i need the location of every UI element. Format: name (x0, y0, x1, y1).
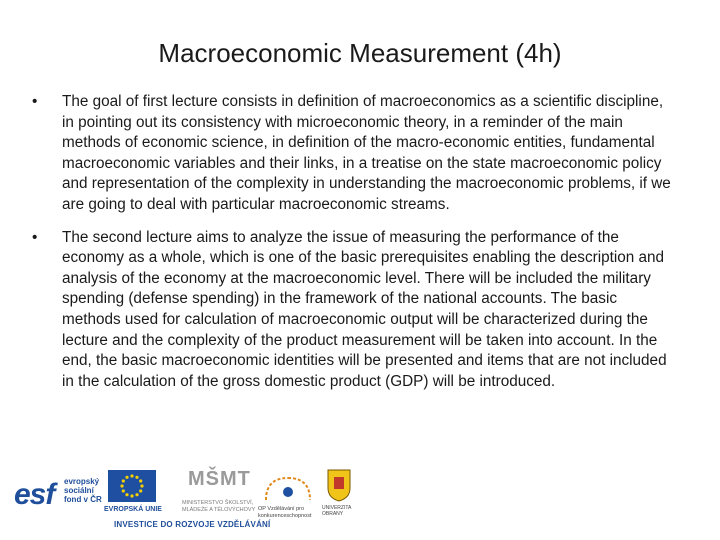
bullet-list (28, 92, 678, 404)
op-logo-icon (262, 474, 314, 504)
university-crest-icon (326, 468, 352, 502)
msmt-subtitle: MINISTERSTVO ŠKOLSTVÍ, MLÁDEŽE A TĚLOVÝCHOVY (182, 500, 256, 513)
bullet-item-2 (28, 228, 678, 393)
bullet-dot-icon: • (32, 228, 38, 246)
msmt-logo: MŠMT (188, 468, 251, 490)
esf-logo: esf (14, 478, 55, 511)
slide-title: Macroeconomic Measurement (4h) (158, 38, 562, 68)
bullet-item-1 (28, 92, 678, 216)
eu-label: EVROPSKÁ UNIE (104, 506, 162, 513)
bullet-text-1: The goal of first lecture consists in definition of macroeconomics as a scientific discipline, in pointing out its consistency with microeconomic theory, in a reminder of the main methods of economic science, in definition of the macro-economic entities, fundamental macroeconomic variables and their links, in a treatise on the state macroeconomic policy and representation of the complexity in understanding the macroeconomic problems, if we are going to deal with particular macroeconomic streams. (62, 93, 671, 213)
footer-tagline: INVESTICE DO ROZVOJE VZDĚLÁVÁNÍ (114, 520, 271, 529)
bullet-dot-icon: • (32, 93, 38, 110)
bullet-text-2: The second lecture aims to analyze the issue of measuring the performance of the economy as a whole, which is one of the basic prerequisites enabling the description and analysis of the economy at the macroeconomic level. There will be included the military spending (defense spending) in the framework of the national accounts. The basic methods used for calculation of macroeconomic output will be characterized during the lecture and the complexity of the product measurement will be taken into account. In the end, the basic macroeconomic identities will be presented and items that are not included in the calculation of the gross domestic product (GDP) will be introduced. (62, 228, 667, 390)
op-subtitle: OP Vzdělávání pro konkurenceschopnost (258, 506, 312, 519)
eu-flag-icon (108, 470, 156, 502)
university-subtitle: UNIVERZITA OBRANY (322, 505, 352, 517)
esf-subtitle: evropský sociální fond v ČR (64, 477, 102, 504)
